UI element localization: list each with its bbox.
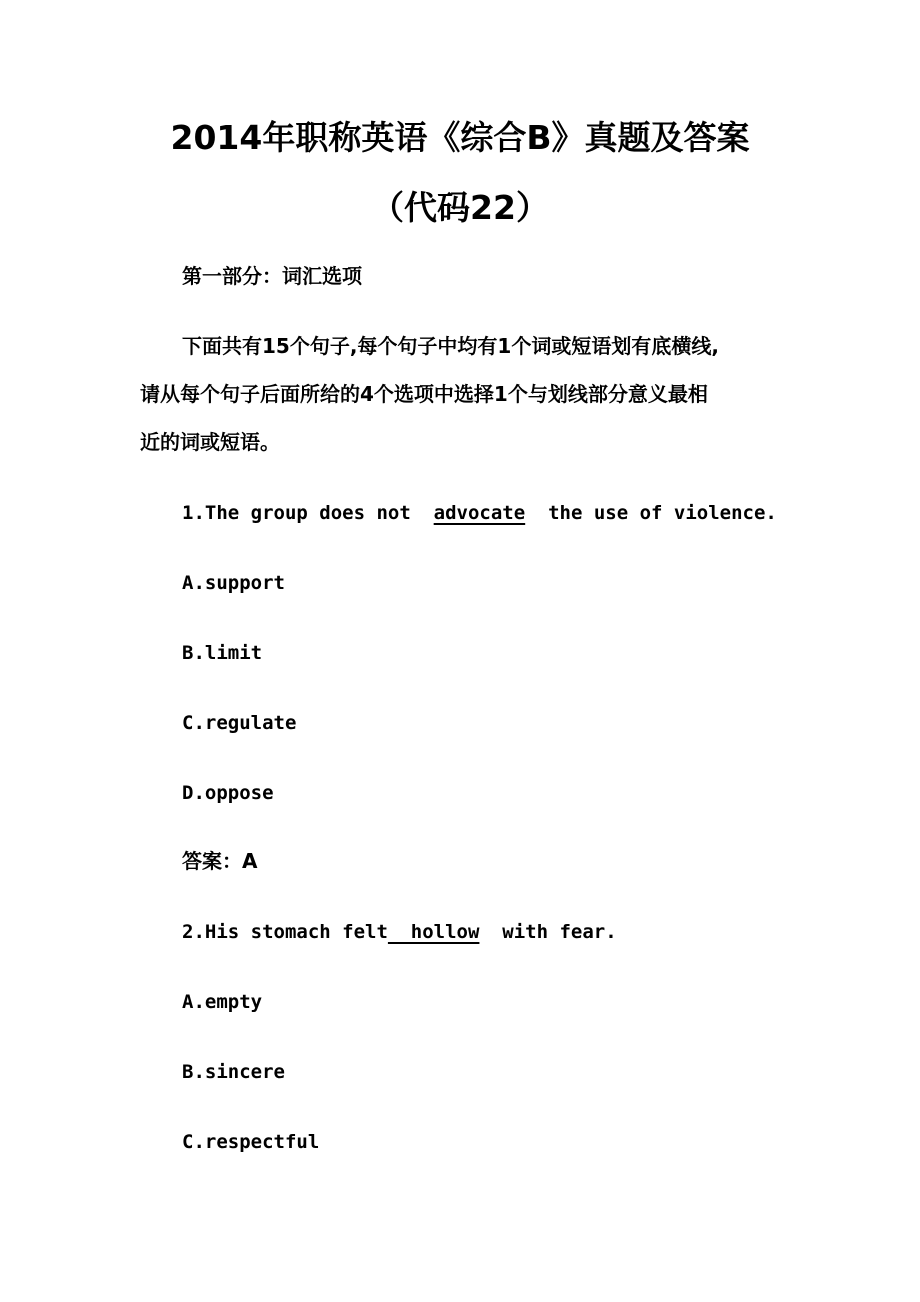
section-heading: 第一部分：词汇选项 (182, 264, 362, 288)
question-1-answer: 答案：A (182, 849, 258, 873)
question-1-underlined-word: advocate (433, 502, 526, 524)
question-2-option-b: B.sincere (182, 1061, 285, 1083)
instruction-line-2: 请从每个句子后面所给的4个选项中选择1个与划线部分意义最相 (140, 382, 708, 406)
question-2-stem (182, 918, 617, 946)
instruction-line-3: 近的词或短语。 (140, 430, 280, 454)
question-2-option-c: C.respectful (182, 1131, 320, 1153)
question-1-option-b: B.limit (182, 642, 263, 664)
document-title-line-2: （代码22） (371, 188, 549, 227)
question-2-option-a: A.empty (182, 991, 263, 1013)
question-1-stem (182, 499, 777, 527)
question-1-stem-before: 1.The group does not (182, 502, 434, 524)
question-2-stem-before: 2.His stomach felt (182, 921, 388, 943)
question-1-option-d: D.oppose (182, 782, 274, 804)
question-1-option-c: C.regulate (182, 712, 297, 734)
document-title-line-1: 2014年职称英语《综合B》真题及答案 (170, 118, 750, 157)
instruction-line-1: 下面共有15个句子,每个句子中均有1个词或短语划有底横线, (182, 334, 719, 358)
question-1-option-a: A.support (182, 572, 285, 594)
question-2-stem-after: with fear. (479, 921, 617, 943)
question-1-stem-after: the use of violence. (525, 502, 777, 524)
question-2-underlined-word: hollow (387, 921, 480, 943)
